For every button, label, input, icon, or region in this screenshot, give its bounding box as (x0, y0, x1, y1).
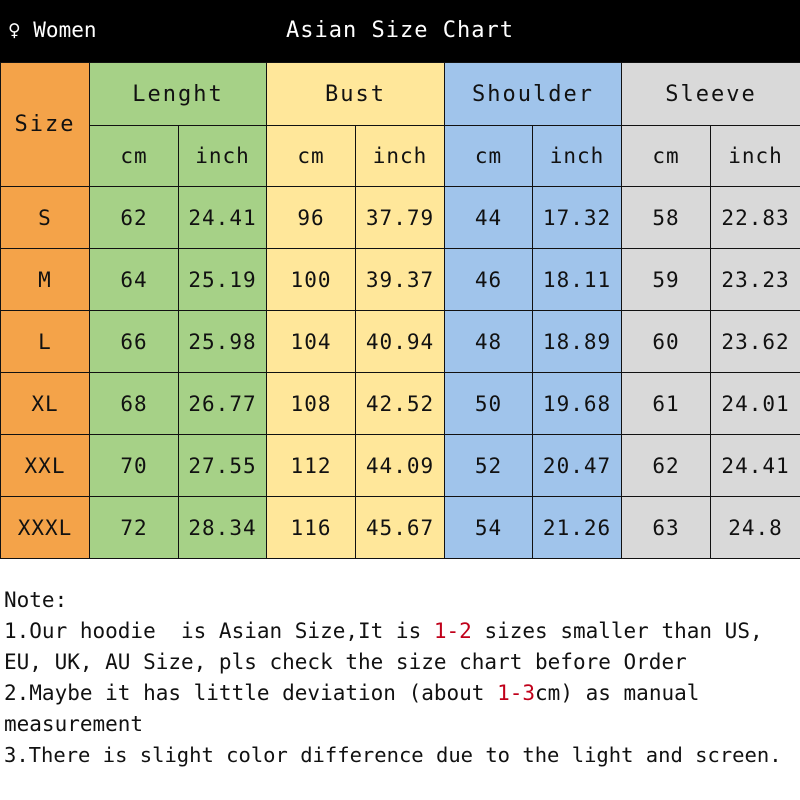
note-line-4: measurement (4, 712, 144, 736)
size-cell: XL (1, 373, 90, 435)
table-cell: 62 (90, 187, 179, 249)
notes-section (0, 576, 800, 800)
table-cell: 27.55 (179, 435, 267, 497)
table-cell: 18.11 (533, 249, 622, 311)
table-cell: 59 (622, 249, 711, 311)
table-row (1, 373, 800, 435)
unit-header: cm (267, 126, 356, 187)
chart-header (0, 0, 800, 62)
table-cell: 50 (445, 373, 533, 435)
table-cell: 24.8 (711, 497, 800, 559)
table-cell: 39.37 (356, 249, 445, 311)
highlight-text: 1-2 (433, 619, 472, 643)
highlight-text: 1-3 (497, 681, 536, 705)
table-row (1, 497, 800, 559)
table-cell: 17.32 (533, 187, 622, 249)
size-cell: S (1, 187, 90, 249)
note-line-2: EU, UK, AU Size, pls check the size chart before Order (4, 650, 687, 674)
bust-header: Bust (267, 63, 445, 126)
length-header: Lenght (90, 63, 267, 126)
unit-header: cm (622, 126, 711, 187)
unit-header: inch (711, 126, 800, 187)
chart-title: Asian Size Chart (286, 18, 514, 43)
table-cell: 48 (445, 311, 533, 373)
size-cell: M (1, 249, 90, 311)
table-cell: 112 (267, 435, 356, 497)
table-cell: 22.83 (711, 187, 800, 249)
note-line-5: 3.There is slight color difference due to the light and screen. (4, 743, 782, 767)
table-cell: 54 (445, 497, 533, 559)
table-cell: 20.47 (533, 435, 622, 497)
table-cell: 40.94 (356, 311, 445, 373)
table-cell: 66 (90, 311, 179, 373)
table-cell: 108 (267, 373, 356, 435)
table-cell: 24.01 (711, 373, 800, 435)
shoulder-header: Shoulder (445, 63, 622, 126)
table-cell: 63 (622, 497, 711, 559)
table-cell: 25.19 (179, 249, 267, 311)
unit-header: cm (90, 126, 179, 187)
table-cell: 72 (90, 497, 179, 559)
table-cell: 25.98 (179, 311, 267, 373)
table-row (1, 311, 800, 373)
table-cell: 52 (445, 435, 533, 497)
table-cell: 100 (267, 249, 356, 311)
table-cell: 28.34 (179, 497, 267, 559)
unit-header: inch (179, 126, 267, 187)
table-cell: 70 (90, 435, 179, 497)
table-cell: 58 (622, 187, 711, 249)
table-cell: 42.52 (356, 373, 445, 435)
table-cell: 96 (267, 187, 356, 249)
table-row (1, 435, 800, 497)
table-cell: 44 (445, 187, 533, 249)
table-cell: 61 (622, 373, 711, 435)
table-cell: 68 (90, 373, 179, 435)
table-cell: 104 (267, 311, 356, 373)
table-row (1, 187, 800, 249)
table-cell: 19.68 (533, 373, 622, 435)
unit-header: inch (533, 126, 622, 187)
table-cell: 21.26 (533, 497, 622, 559)
note-line-1: 1.Our hoodie is Asian Size,It is 1-2 sizes smaller than US, (4, 619, 763, 643)
unit-header: inch (356, 126, 445, 187)
size-table (0, 62, 800, 559)
table-cell: 24.41 (179, 187, 267, 249)
table-cell: 23.23 (711, 249, 800, 311)
table-cell: 116 (267, 497, 356, 559)
table-cell: 37.79 (356, 187, 445, 249)
notes-heading: Note: (4, 588, 68, 612)
size-column-header: Size (1, 63, 90, 187)
table-cell: 62 (622, 435, 711, 497)
table-cell: 64 (90, 249, 179, 311)
size-cell: XXL (1, 435, 90, 497)
table-cell: 46 (445, 249, 533, 311)
unit-header: cm (445, 126, 533, 187)
size-cell: L (1, 311, 90, 373)
table-cell: 45.67 (356, 497, 445, 559)
sleeve-header: Sleeve (622, 63, 800, 126)
gender-label: ♀ Women (8, 18, 97, 42)
note-line-3: 2.Maybe it has little deviation (about 1-3cm) as manual (4, 681, 700, 705)
size-cell: XXXL (1, 497, 90, 559)
table-cell: 23.62 (711, 311, 800, 373)
table-cell: 60 (622, 311, 711, 373)
table-cell: 44.09 (356, 435, 445, 497)
table-cell: 26.77 (179, 373, 267, 435)
table-row (1, 249, 800, 311)
table-cell: 24.41 (711, 435, 800, 497)
table-cell: 18.89 (533, 311, 622, 373)
